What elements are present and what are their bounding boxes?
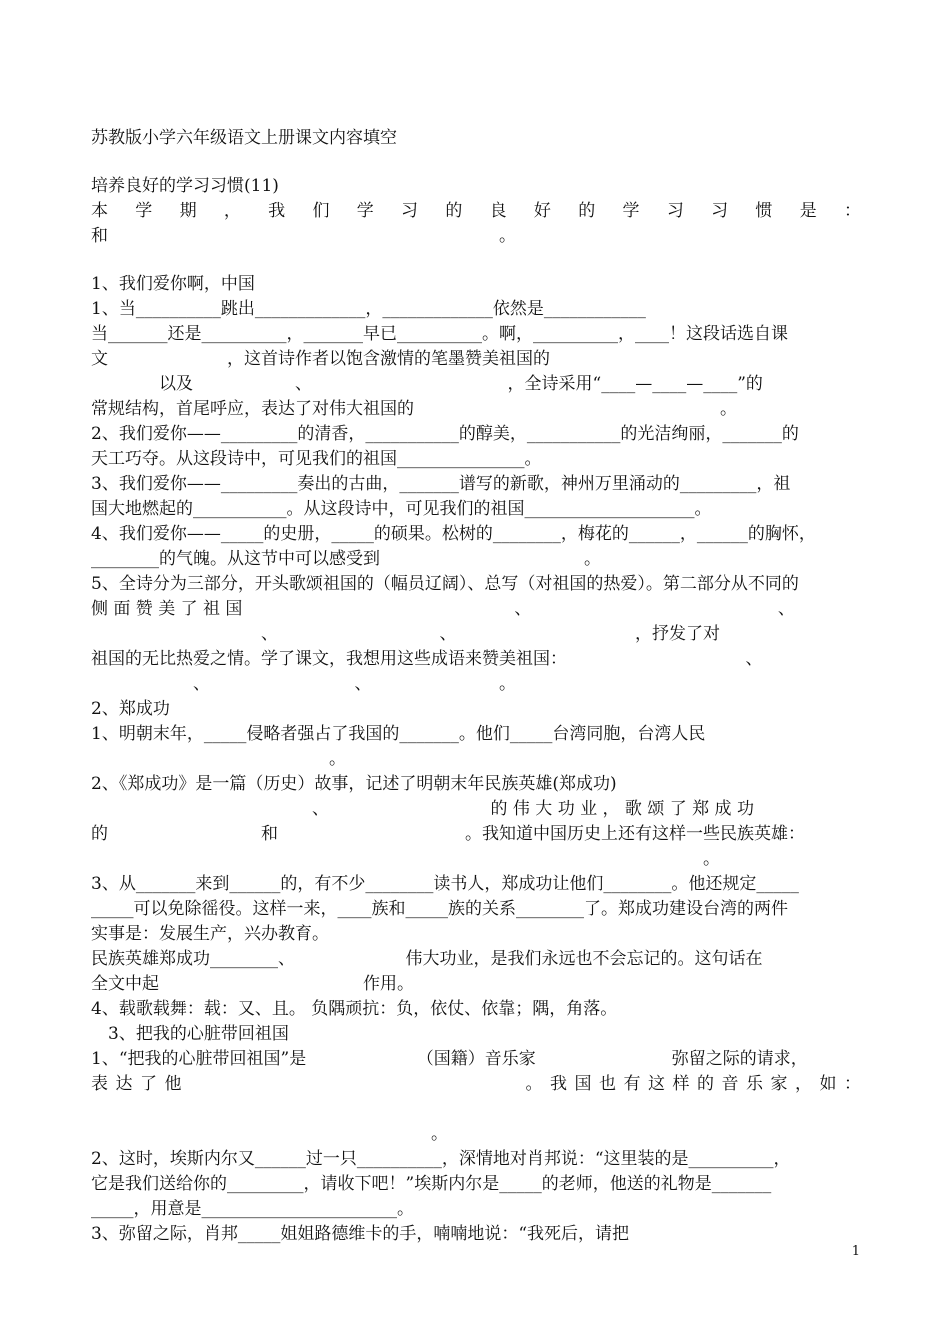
text-line: 和 。 <box>91 226 516 246</box>
text-line: 2、这时，埃斯内尔又______过一只__________，深情地对肖邦说：“这里装的是__________， <box>91 1149 791 1169</box>
text-line: _____可以免除徭役。这样一来，____族和_____族的关系________了。郑成功建设台湾的两件 <box>91 899 788 919</box>
text-line: 以及 、 ，全诗采用“____—____—____”的 <box>91 374 763 394</box>
text-line: 、 、 。 <box>91 674 516 694</box>
section-heading: 培养良好的学习习惯(11) <box>91 176 279 196</box>
text-line: 常规结构，首尾呼应，表达了对伟大祖国的 。 <box>91 399 737 419</box>
text-line: 本 学 期 ， 我 们 学 习 的 良 好 的 学 习 习 惯 是 ： <box>91 201 861 221</box>
section-heading: 2、郑成功 <box>91 699 170 719</box>
text-line: 3、从_______来到______的，有不少________读书人，郑成功让他们________。他还规定_____ <box>91 874 799 894</box>
text-line: 的 和 。我知道中国历史上还有这样一些民族英雄： <box>91 824 805 844</box>
text-line: 2、我们爱你——_________的清香，___________的醇美，___________的光洁绚丽，_______的 <box>91 424 799 444</box>
text-line: 。 <box>91 849 720 869</box>
text-line: 表 达 了 他 。 我 国 也 有 这 样 的 音 乐 家 ， 如 ： <box>91 1074 861 1094</box>
text-line: 2、《郑成功》是一篇（历史）故事，记述了明朝末年民族英雄(郑成功) <box>91 774 617 794</box>
text-line: 1、明朝末年，_____侵略者强占了我国的_______。他们_____台湾同胞，台湾人民 <box>91 724 706 744</box>
text-line: 天工巧夺。从这段诗中，可见我们的祖国_______________。 <box>91 449 542 469</box>
text-line: 全文中起 作用。 <box>91 974 414 994</box>
text-line: 当_______还是__________，_______早已__________。啊，__________，____！这段话选自课 <box>91 324 788 344</box>
text-line: 国大地燃起的___________。从这段诗中，可见我们的祖国____________________。 <box>91 499 712 519</box>
text-line: 它是我们送给你的_________，请收下吧！”埃斯内尔是_____的老师，他送的礼物是_______ <box>91 1174 772 1194</box>
section-heading: 1、我们爱你啊，中国 <box>91 274 255 294</box>
text-line: 3、弥留之际，肖邦_____姐姐路德维卡的手，喃喃地说：“我死后，请把 <box>91 1224 630 1244</box>
text-line: _____，用意是_______________________。 <box>91 1199 414 1219</box>
text-line: 3、我们爱你——_________奏出的古曲，_______谱写的新歌，神州万里涌动的_________，祖 <box>91 474 791 494</box>
text-line: 实事是：发展生产，兴办教育。 <box>91 924 329 944</box>
section-heading: 3、把我的心脏带回祖国 <box>91 1024 289 1044</box>
text-line: 1、当__________跳出_____________，_____________依然是____________ <box>91 299 646 319</box>
text-line: 5、全诗分为三部分，开头歌颂祖国的（幅员辽阔）、总写（对祖国的热爱）。第二部分从不同的 <box>91 574 799 594</box>
text-line: 。 <box>91 1124 448 1144</box>
text-line: 、 、 ，抒发了对 <box>91 624 720 644</box>
text-line: 文 ，这首诗作者以饱含激情的笔墨赞美祖国的 <box>91 349 550 369</box>
text-line: 、 的 伟 大 功 业 ， 歌 颂 了 郑 成 功 <box>91 799 754 819</box>
text-line: 4、我们爱你——_____的史册，_____的硕果。松树的________，梅花的______，______的胸怀， <box>91 524 816 544</box>
text-line: 。 <box>91 749 346 769</box>
document-title: 苏教版小学六年级语文上册课文内容填空 <box>91 128 397 148</box>
text-line: 1、“把我的心脏带回祖国”是 （国籍）音乐家 弥留之际的请求， <box>91 1049 808 1069</box>
text-line: 4、载歌载舞：载：又、且。 负隅顽抗：负，依仗、依靠；隅，角落。 <box>91 999 618 1019</box>
text-line: 民族英雄郑成功________、 伟大功业，是我们永远也不会忘记的。这句话在 <box>91 949 763 969</box>
text-line: 侧 面 赞 美 了 祖 国 、 、 <box>91 599 795 619</box>
page-number: 1 <box>851 1244 860 1259</box>
text-line: 祖国的无比热爱之情。学了课文，我想用这些成语来赞美祖国： 、 <box>91 649 763 669</box>
text-line: ________的气魄。从这节中可以感受到 。 <box>91 549 601 569</box>
